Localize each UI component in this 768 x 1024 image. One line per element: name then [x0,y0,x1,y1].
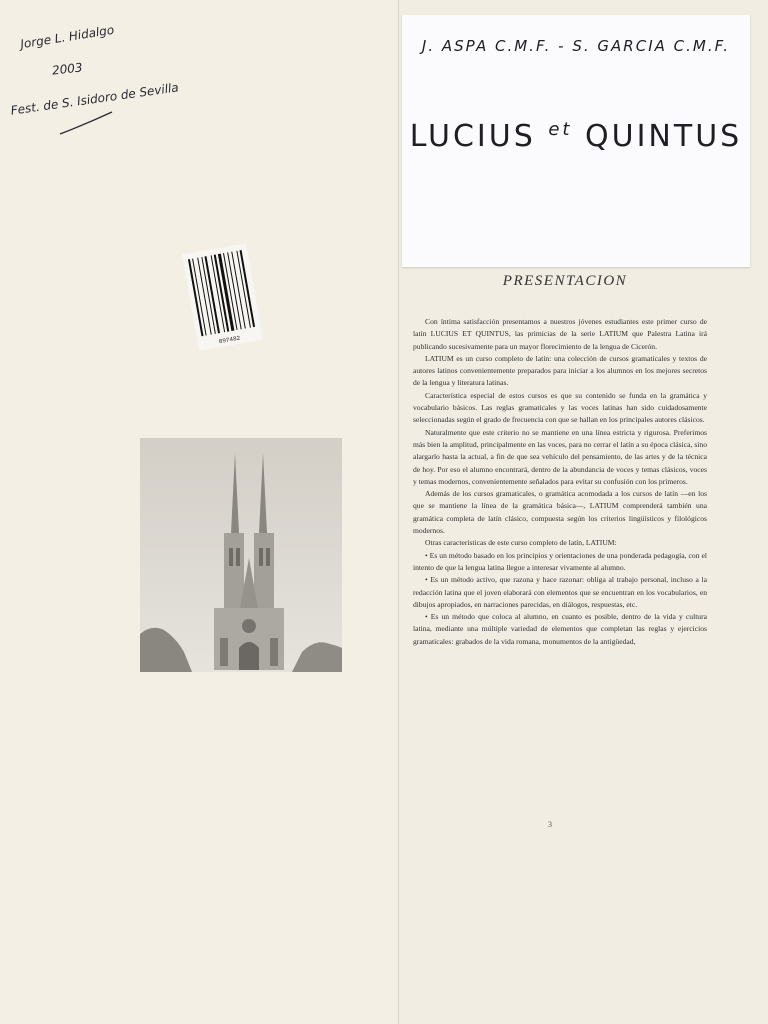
presentation-body [413,316,707,648]
cathedral-photo [140,438,342,672]
paragraph: Además de los cursos gramaticales, o gramática acomodada a los cursos de latín —en los que se mantiene la línea de la gramática básica—, LATIUM comprenderá también una gramática completa de latín clásico, compuesta según los criterios lingüísticos y filológicos modernos. [413,489,707,536]
bullet-paragraph: • Es un método activo, que razona y hace razonar: obliga al trabajo personal, incluso a la redacción latina que el joven elaborará con elementos que se encuentran en los vocabularios, en dibujos apropiados, en narraciones parecidas, en diálogos, respuestas, etc. [413,575,707,609]
paragraph: Con íntima satisfacción presentamos a nuestros jóvenes estudiantes este primer curso de latín LUCIUS ET QUINTUS, las primicias de la serie LATIUM que Palestra Latina irá publicando sucesivamente para un mayor florecimiento de la lengua de Cicerón. [413,317,707,351]
handwritten-year: 2003 [51,60,84,78]
title-label-card [402,15,750,267]
title-quintus: QUINTUS [585,119,743,154]
bullet-paragraph: • Es un método que coloca al alumno, en cuanto es posible, dentro de la vida y cultura latina, mediante una múltiple variedad de elementos que completan las reglas y ejercicios gramaticales: grabados de la vida romana, monumentos de la antigüedad, [413,612,707,646]
handwritten-event: Fest. de S. Isidoro de Sevilla [9,80,180,118]
paragraph: Naturalmente que este criterio no se mantiene en una línea estricta y rigurosa. Preferimos más bien la amplitud, principalmente en las voces, para no cerrar el latín a su época clásica, sino alargarlo hasta la actual, a fin de que sea vehículo del pensamiento, de las artes y de la técnica de hoy. Por eso el alumno encontrará, dentro de la abundancia de voces y temas clásicos, voces y temas modernos, convenientemente señalados para evitar su confusión con los primeros. [413,427,707,486]
page-number: 3 [548,820,552,829]
book-title [402,119,750,154]
title-lucius: LUCIUS [409,119,536,154]
barcode-sticker [182,243,263,351]
paragraph: Característica especial de estos cursos es que su contenido se funda en la gramática y vocabulario básicos. Las reglas gramaticales y las voces latinas han sido cuidadosamente seleccionadas según el grado de frecuencia con que se hallan en los principales autores clásicos. [413,390,707,425]
title-et: et [548,119,573,140]
authors-line: J. ASPA C.M.F. - S. GARCIA C.M.F. [421,37,731,55]
handwritten-underline [58,108,114,138]
paragraph: LATIUM es un curso completo de latín: una colección de cursos gramaticales y textos de autores latinos convenientemente preparados para iniciar a los alumnos en los mejores secretos de la lengua y literatura latinas. [413,353,707,388]
paragraph: Otras características de este curso completo de latín, LATIUM: [425,538,617,548]
bullet-paragraph: • Es un método basado en los principios y orientaciones de una ponderada pedagogía, con el intento de que la lengua latina llegue a interesar vivamente al alumno. [413,550,707,572]
presentation-heading: PRESENTACION [502,273,628,289]
handwritten-name: Jorge L. Hidalgo [19,22,116,52]
barcode-number: 097482 [218,334,241,346]
